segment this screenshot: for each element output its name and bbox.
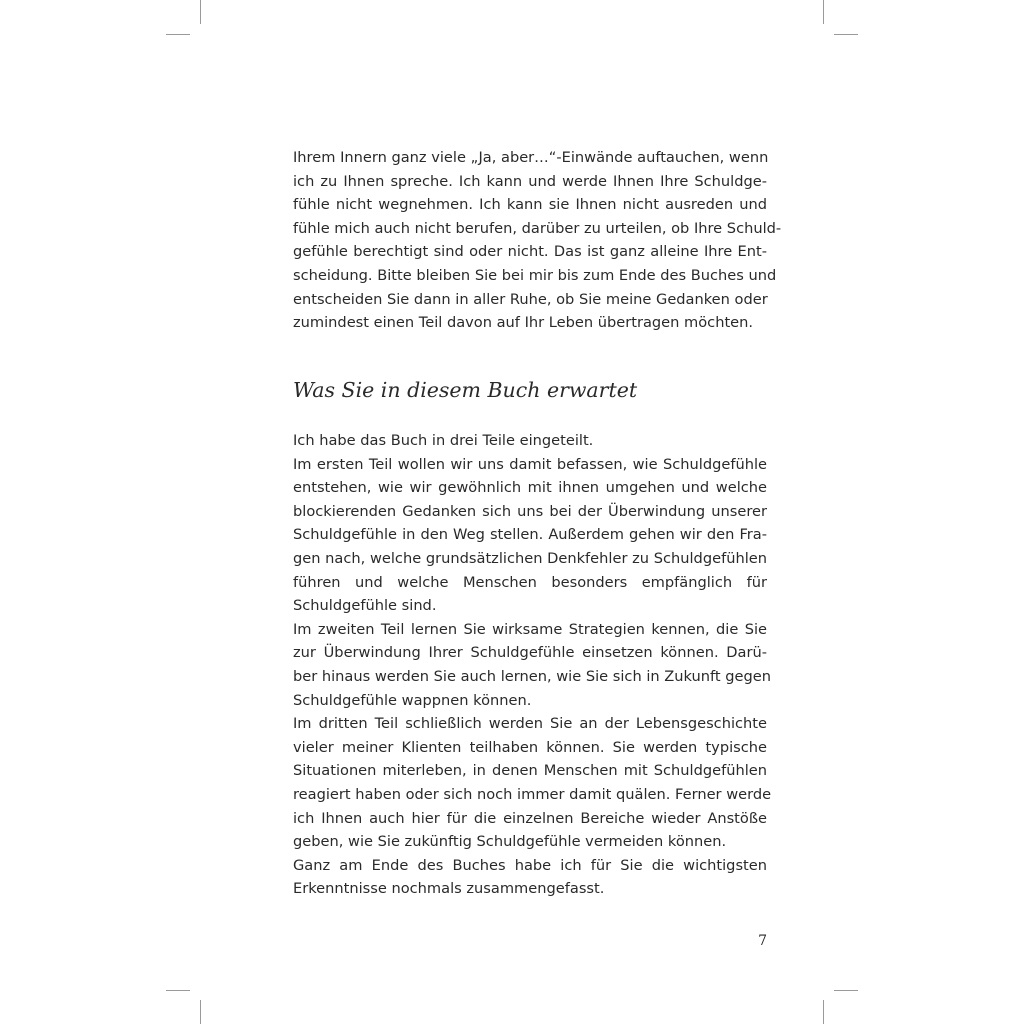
- text-line: Schuldgefühle wappnen können.: [293, 691, 532, 709]
- text-line: fühle mich auch nicht berufen, darüber zu urteilen, ob Ihre Schuld-: [293, 219, 782, 237]
- text-line: Im ersten Teil wollen wir uns damit befassen, wie Schuldgefühle: [293, 455, 767, 473]
- text-line: Ich habe das Buch in drei Teile eingeteilt.: [293, 432, 594, 449]
- section-body: [293, 429, 772, 901]
- text-line: zumindest einen Teil davon auf Ihr Leben übertragen möchten.: [293, 314, 754, 332]
- text-line: Im dritten Teil schließlich werden Sie an der Lebensgeschichte: [293, 715, 767, 733]
- crop-mark-bottom-left-vertical: [200, 1000, 201, 1024]
- text-line: ich zu Ihnen spreche. Ich kann und werde Ihnen Ihre Schuldge-: [293, 172, 767, 190]
- text-line: ber hinaus werden Sie auch lernen, wie Sie sich in Zukunft gegen: [293, 667, 772, 685]
- text-line: zur Überwindung Ihrer Schuldgefühle einsetzen können. Darü-: [293, 644, 767, 662]
- text-line: reagiert haben oder sich noch immer damit quälen. Ferner werde: [293, 785, 772, 803]
- text-line: Schuldgefühle sind.: [293, 597, 437, 615]
- text-line: Ganz am Ende des Buches habe ich für Sie die wichtigsten: [293, 856, 767, 874]
- text-line: entstehen, wie wir gewöhnlich mit ihnen umgehen und welche: [293, 479, 767, 497]
- text-line: geben, wie Sie zukünftig Schuldgefühle vermeiden können.: [293, 833, 727, 851]
- page-number: 7: [758, 933, 767, 949]
- text-line: scheidung. Bitte bleiben Sie bei mir bis zum Ende des Buches und: [293, 266, 777, 284]
- text-line: Ihrem Innern ganz viele „Ja, aber…“-Einwände auftauchen, wenn: [293, 149, 769, 166]
- text-line: vieler meiner Klienten teilhaben können. Sie werden typische: [293, 738, 767, 756]
- text-line: gefühle berechtigt sind oder nicht. Das ist ganz alleine Ihre Ent-: [293, 243, 767, 261]
- text-line: führen und welche Menschen besonders empfänglich für: [293, 573, 767, 591]
- section-heading: Was Sie in diesem Buch erwartet: [293, 378, 638, 402]
- text-line: Erkenntnisse nochmals zusammengefasst.: [293, 880, 605, 898]
- crop-mark-bottom-right-horizontal: [834, 990, 858, 991]
- crop-mark-top-left-vertical: [200, 0, 201, 24]
- text-line: Situationen miterleben, in denen Menschen mit Schuldgefühlen: [293, 762, 767, 780]
- text-line: blockierenden Gedanken sich uns bei der Überwindung unserer: [293, 502, 767, 520]
- crop-mark-bottom-right-vertical: [823, 1000, 824, 1024]
- text-line: gen nach, welche grundsätzlichen Denkfehler zu Schuldgefühlen: [293, 549, 767, 567]
- text-line: Schuldgefühle in den Weg stellen. Außerdem gehen wir den Fra-: [293, 526, 767, 544]
- crop-mark-top-left-horizontal: [166, 34, 190, 35]
- text-line: ich Ihnen auch hier für die einzelnen Bereiche wieder Anstöße: [293, 809, 767, 827]
- text-line: entscheiden Sie dann in aller Ruhe, ob Sie meine Gedanken oder: [293, 290, 768, 308]
- intro-paragraph: [293, 146, 782, 335]
- crop-mark-bottom-left-horizontal: [166, 990, 190, 991]
- crop-mark-top-right-vertical: [823, 0, 824, 24]
- text-line: fühle nicht wegnehmen. Ich kann sie Ihnen nicht ausreden und: [293, 196, 767, 214]
- text-line: Im zweiten Teil lernen Sie wirksame Strategien kennen, die Sie: [293, 620, 767, 638]
- crop-mark-top-right-horizontal: [834, 34, 858, 35]
